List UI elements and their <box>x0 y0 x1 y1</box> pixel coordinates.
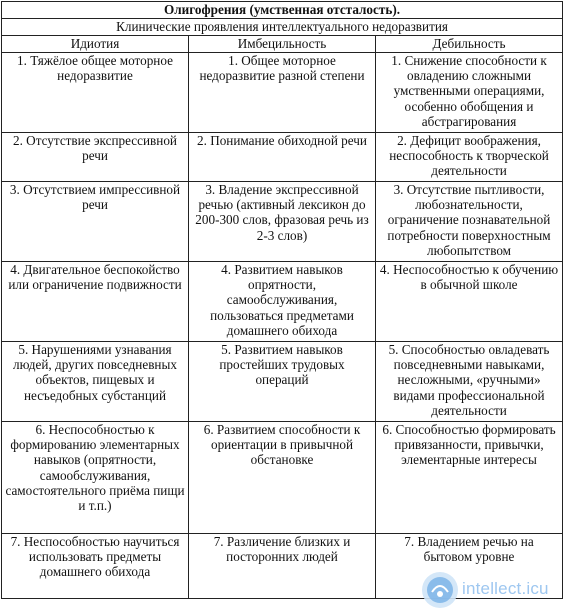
header-row <box>2 36 563 53</box>
table-cell: 7. Неспособностью научиться использовать предметы домашнего обихода <box>2 534 189 599</box>
table-row <box>2 133 563 182</box>
table-cell: 3. Владение экспрессивной речью (активный лексикон до 200-300 слов, фразовая речь из 2-3 слов) <box>189 182 376 262</box>
table-cell: 6. Способностью формировать привязанности, привычки, элементарные интересы <box>376 422 563 534</box>
table-row <box>2 182 563 262</box>
column-header-idiocy: Идиотия <box>2 36 189 53</box>
watermark-text: intellect.icu <box>462 579 549 598</box>
table-title: Олигофрения (умственная отсталость). <box>2 2 563 19</box>
table-cell: 5. Способностью овладевать повседневными навыками, несложными, «ручными» видами профессиональной деятельности <box>376 342 563 422</box>
table-cell: 2. Понимание обиходной речи <box>189 133 376 182</box>
table-cell: 6. Развитием способности к ориентации в привычной обстановке <box>189 422 376 534</box>
column-header-imbecility: Имбецильность <box>189 36 376 53</box>
table-subtitle: Клинические проявления интеллектуального недоразвития <box>2 19 563 36</box>
table-cell: 4. Развитием навыков опрятности, самообслуживания, пользоваться предметами домашнего обихода <box>189 262 376 342</box>
table-row <box>2 53 563 133</box>
table-cell: 6. Неспособностью к формированию элементарных навыков (опрятности, самообслуживания, самостоятельного приёма пищи и т.п.) <box>2 422 189 534</box>
table-cell: 2. Дефицит воображения, неспособность к творческой деятельности <box>376 133 563 182</box>
table-cell: 1. Снижение способности к овладению сложными умственными операциями, особенно обобщения и абстрагирования <box>376 53 563 133</box>
intellect-logo-icon <box>420 570 460 610</box>
table-cell: 3. Отсутствие пытливости, любознательности, ограничение познавательной потребности поверхностным любопытством <box>376 182 563 262</box>
table-row <box>2 262 563 342</box>
table-cell: 5. Нарушениями узнавания людей, других повседневных объектов, пищевых и несъедобных субстанций <box>2 342 189 422</box>
table-cell: 2. Отсутствие экспрессивной речи <box>2 133 189 182</box>
oligophrenia-table <box>1 1 563 599</box>
title-row <box>2 2 563 19</box>
table-cell: 1. Тяжёлое общее моторное недоразвитие <box>2 53 189 133</box>
table-cell: 4. Двигательное беспокойство или ограничение подвижности <box>2 262 189 342</box>
table-row <box>2 342 563 422</box>
table-cell: 5. Развитием навыков простейших трудовых операций <box>189 342 376 422</box>
subtitle-row <box>2 19 563 36</box>
watermark <box>420 570 565 610</box>
table-cell: 7. Владением речью на бытовом уровне <box>376 534 563 599</box>
table-cell: 7. Различение близких и посторонних людей <box>189 534 376 599</box>
table-row <box>2 422 563 534</box>
column-header-debility: Дебильность <box>376 36 563 53</box>
table-cell: 4. Неспособностью к обучению в обычной школе <box>376 262 563 342</box>
table-cell: 1. Общее моторное недоразвитие разной степени <box>189 53 376 133</box>
table-cell: 3. Отсутствием импрессивной речи <box>2 182 189 262</box>
